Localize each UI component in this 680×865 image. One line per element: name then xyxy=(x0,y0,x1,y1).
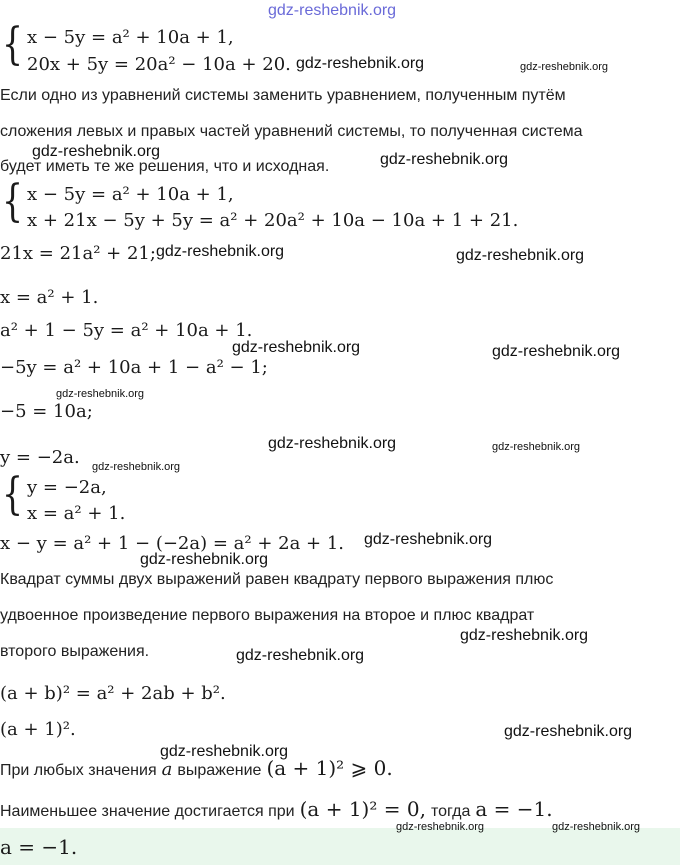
system3-eq1: y = −2a, xyxy=(27,477,107,498)
system1-eq1: x − 5y = a² + 10a + 1, xyxy=(27,27,234,48)
watermark: gdz-reshebnik.org xyxy=(140,551,269,568)
system2-eq1: x − 5y = a² + 10a + 1, xyxy=(27,184,234,205)
paragraph4-prefix: Наименьшее значение достигается при xyxy=(0,803,295,820)
watermark: gdz-reshebnik.org xyxy=(32,143,161,160)
paragraph4 xyxy=(0,797,553,821)
system2-eq2: x + 21x − 5y + 5y = a² + 20a² + 10a − 10a + 1 + 21. xyxy=(27,210,519,231)
step-substitute: a² + 1 − 5y = a² + 10a + 1. xyxy=(0,320,253,341)
watermark-small: gdz-reshebnik.org xyxy=(92,461,181,473)
step-y: y = −2a. xyxy=(0,447,80,468)
system3-eq2: x = a² + 1. xyxy=(27,503,126,524)
paragraph3-prefix: При любых значения xyxy=(0,762,157,779)
paragraph2-line1: Квадрат суммы двух выражений равен квадрату первого выражения плюс xyxy=(0,571,554,588)
watermark: gdz-reshebnik.org xyxy=(296,55,425,72)
formula-square-of-sum: (a + b)² = a² + 2ab + b². xyxy=(0,683,226,704)
paragraph1-line2: сложения левых и правых частей уравнений системы, то полученная система xyxy=(0,123,583,140)
watermark: gdz-reshebnik.org xyxy=(156,243,285,260)
step-minus5y: −5y = a² + 10a + 1 − a² − 1; xyxy=(0,357,268,378)
system-brace: { xyxy=(2,469,23,520)
paragraph2-line3: второго выражения. xyxy=(0,643,150,660)
answer-band xyxy=(0,828,680,865)
watermark: gdz-reshebnik.org xyxy=(380,151,509,168)
paragraph4-middle: тогда xyxy=(430,803,471,820)
step-x: x = a² + 1. xyxy=(0,287,99,308)
watermark: gdz-reshebnik.org xyxy=(492,343,621,360)
watermark: gdz-reshebnik.org xyxy=(456,247,585,264)
paragraph2-line2: удвоенное произведение первого выражения на второе и плюс квадрат xyxy=(0,607,535,624)
step-minus5: −5 = 10a; xyxy=(0,401,93,422)
watermark-small: gdz-reshebnik.org xyxy=(56,388,145,400)
step-21x: 21x = 21a² + 21; xyxy=(0,243,156,264)
watermark: gdz-reshebnik.org xyxy=(460,627,589,644)
system-brace: { xyxy=(2,176,23,227)
system-brace: { xyxy=(2,19,23,70)
paragraph3-middle: выражение xyxy=(177,762,262,779)
paragraph3-expr: (a + 1)² ⩾ 0. xyxy=(266,756,393,780)
paragraph4-expr: (a + 1)² = 0, xyxy=(299,797,426,821)
watermark: gdz-reshebnik.org xyxy=(160,743,289,760)
step-difference: x − y = a² + 1 − (−2a) = a² + 2a + 1. xyxy=(0,533,345,554)
watermark-small: gdz-reshebnik.org xyxy=(396,821,485,833)
paragraph1-line3: будет иметь те же решения, что и исходная. xyxy=(0,158,330,175)
watermark-small: gdz-reshebnik.org xyxy=(552,821,641,833)
watermark: gdz-reshebnik.org xyxy=(236,647,365,664)
paragraph4-result: a = −1. xyxy=(475,797,553,821)
watermark: gdz-reshebnik.org xyxy=(232,339,361,356)
formula-a-plus-1-squared: (a + 1)². xyxy=(0,719,76,740)
watermark-small: gdz-reshebnik.org xyxy=(492,441,581,453)
paragraph1-line1: Если одно из уравнений системы заменить уравнением, полученным путём xyxy=(0,87,566,104)
answer: a = −1. xyxy=(0,835,78,859)
paragraph3 xyxy=(0,756,393,780)
watermark: gdz-reshebnik.org xyxy=(364,531,493,548)
system1-eq2: 20x + 5y = 20a² − 10a + 20. xyxy=(27,54,291,75)
paragraph3-var: a xyxy=(161,759,173,780)
watermark-small: gdz-reshebnik.org xyxy=(520,61,609,73)
watermark-top: gdz-reshebnik.org xyxy=(268,2,397,19)
watermark: gdz-reshebnik.org xyxy=(504,723,633,740)
watermark: gdz-reshebnik.org xyxy=(268,435,397,452)
